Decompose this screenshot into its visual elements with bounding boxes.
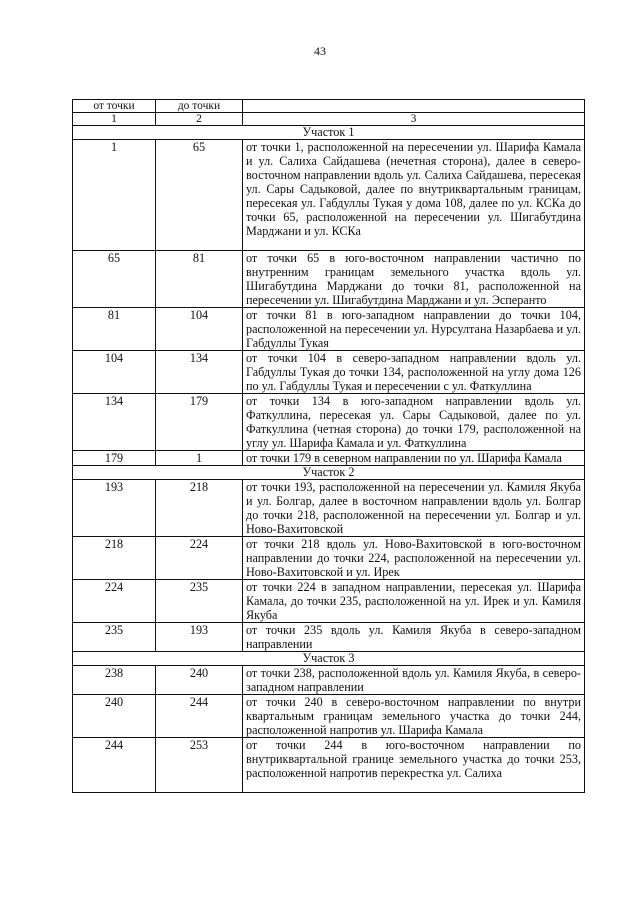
description-cell: от точки 179 в северном направлении по ул. Шарифа Камала: [243, 451, 585, 466]
from-point-cell: 240: [73, 695, 156, 738]
section-title: Участок 2: [73, 466, 585, 480]
description-cell: от точки 65 в юго-восточном направлении частично по внутренним границам земельного участка вдоль ул. Шигабутдина Марджани до точки 81, расположенной на пересечении ул. Шигабутдина Марджани и ул. Эсперанто: [243, 251, 585, 308]
header-to-point: до точки: [156, 100, 243, 113]
description-cell: от точки 224 в западном направлении, пересекая ул. Шарифа Камала, до точки 235, расположенной на ул. Ирек и ул. Камиля Якуба: [243, 580, 585, 623]
section-row: [73, 126, 585, 140]
table-row: [73, 394, 585, 451]
table-row: [73, 451, 585, 466]
description-cell: от точки 240 в северо-восточном направлении по внутри квартальным границам земельного участка до точки 244, расположенной напротив ул. Шарифа Камала: [243, 695, 585, 738]
table-row: [73, 738, 585, 793]
table-row: [73, 623, 585, 652]
table-row: [73, 140, 585, 251]
to-point-cell: 193: [156, 623, 243, 652]
description-cell: от точки 81 в юго-западном направлении до точки 104, расположенной на пересечении ул. Нурсултана Назарбаева и ул. Габдуллы Тукая: [243, 308, 585, 351]
description-cell: от точки 218 вдоль ул. Ново-Вахитовской в юго-восточном направлении до точки 224, расположенной на пересечении ул. Ново-Вахитовской и ул. Ирек: [243, 537, 585, 580]
description-cell: от точки 238, расположенной вдоль ул. Камиля Якуба, в северо-западном направлении: [243, 666, 585, 695]
from-point-cell: 235: [73, 623, 156, 652]
section-row: [73, 466, 585, 480]
column-number: 1: [73, 113, 156, 126]
description-cell: от точки 244 в юго-восточном направлении по внутриквартальной границе земельного участка до точки 253, расположенной напротив перекрестка ул. Салиха: [243, 738, 585, 793]
to-point-cell: 104: [156, 308, 243, 351]
table-row: [73, 695, 585, 738]
to-point-cell: 235: [156, 580, 243, 623]
column-number-row: [73, 113, 585, 126]
section-title: Участок 3: [73, 652, 585, 666]
to-point-cell: 179: [156, 394, 243, 451]
section-row: [73, 652, 585, 666]
table-header-row: [73, 100, 585, 113]
from-point-cell: 1: [73, 140, 156, 251]
to-point-cell: 65: [156, 140, 243, 251]
column-number: 3: [243, 113, 585, 126]
table-row: [73, 251, 585, 308]
from-point-cell: 65: [73, 251, 156, 308]
to-point-cell: 224: [156, 537, 243, 580]
from-point-cell: 218: [73, 537, 156, 580]
from-point-cell: 224: [73, 580, 156, 623]
column-number: 2: [156, 113, 243, 126]
to-point-cell: 134: [156, 351, 243, 394]
table-row: [73, 537, 585, 580]
description-cell: от точки 1, расположенной на пересечении ул. Шарифа Камала и ул. Салиха Сайдашева (нечетная сторона), далее в северо-восточном направлении вдоль ул. Салиха Сайдашева, пересекая ул. Сары Садыковой, далее по внутриквартальным границам, пересекая ул. Габдуллы Тукая у дома 108, далее по ул. КСКа до точки 65, расположенной на пересечении ул. Шигабутдина Марджани и ул. КСКа: [243, 140, 585, 251]
from-point-cell: 244: [73, 738, 156, 793]
to-point-cell: 218: [156, 480, 243, 537]
from-point-cell: 104: [73, 351, 156, 394]
to-point-cell: 1: [156, 451, 243, 466]
header-from-point: от точки: [73, 100, 156, 113]
table-row: [73, 308, 585, 351]
from-point-cell: 193: [73, 480, 156, 537]
table-row: [73, 666, 585, 695]
from-point-cell: 179: [73, 451, 156, 466]
description-cell: от точки 134 в юго-западном направлении вдоль ул. Фаткуллина, пересекая ул. Сары Садыковой, далее по ул. Фаткуллина (четная сторона) до точки 179, расположенной на углу ул. Шарифа Камала и ул. Фаткуллина: [243, 394, 585, 451]
to-point-cell: 244: [156, 695, 243, 738]
page-number: 43: [314, 44, 326, 58]
from-point-cell: 81: [73, 308, 156, 351]
from-point-cell: 238: [73, 666, 156, 695]
table-row: [73, 351, 585, 394]
boundary-table: [72, 99, 585, 793]
section-title: Участок 1: [73, 126, 585, 140]
header-description: [243, 100, 585, 113]
description-cell: от точки 193, расположенной на пересечении ул. Камиля Якуба и ул. Болгар, далее в восточном направлении вдоль ул. Болгар до точки 218, расположенной на пересечении ул. Болгар и ул. Ново-Вахитовской: [243, 480, 585, 537]
table-row: [73, 480, 585, 537]
to-point-cell: 253: [156, 738, 243, 793]
table-row: [73, 580, 585, 623]
to-point-cell: 240: [156, 666, 243, 695]
to-point-cell: 81: [156, 251, 243, 308]
description-cell: от точки 235 вдоль ул. Камиля Якуба в северо-западном направлении: [243, 623, 585, 652]
from-point-cell: 134: [73, 394, 156, 451]
description-cell: от точки 104 в северо-западном направлении вдоль ул. Габдуллы Тукая до точки 134, расположенной на углу дома 126 по ул. Габдуллы Тукая и пересечении с ул. Фаткуллина: [243, 351, 585, 394]
